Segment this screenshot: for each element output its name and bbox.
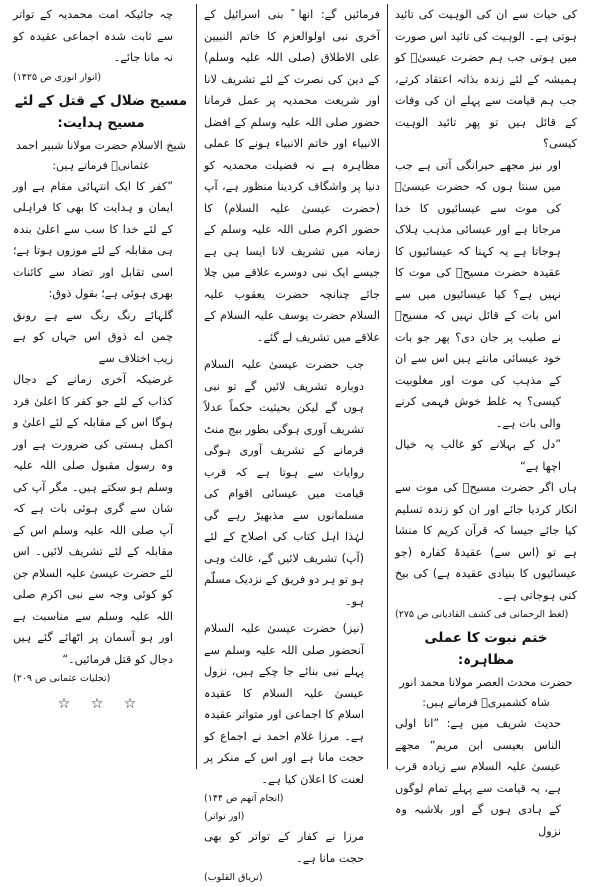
paragraph: ”کفر کا ایک انتہائی مقام ہے اور ایمان و ہدایت کا بھی کا فراہلی کے لئے خدا کا سب سے اعلیٰ بندہ ہی مقابلہ کے لئے موزوں ہوتا ہے؛ اسی تقابل اور تضاد سے کائنات بھری ہوئی ہے؛ بقول ذوق: (13, 179, 173, 300)
paragraph: غرضیکہ آخری زمانے کے دجال کذاب کے لئے جو کفر کا اعلیٰ فرد ہوگا اس کے مقابلہ کے لئے اعلیٰ و اکمل ہستی کی ضرورت ہے اور وہ رسول مقبول صلی اللہ علیہ وسلم ہو سکتے ہیں۔ مگر آپ کی شان سے گری ہوئی بات ہے کہ آپ صلی اللہ علیہ وسلم اس کے مقابلہ کے لئے تشریف لائیں۔ اس لئے حضرت عیسیٰ علیہ السلام جن کو کوئی وجہ سے نبی اکرم صلی اللہ علیہ وسلم سے مناسبت ہے اور ہو آسمان پر اٹھائے گئے ہیں دجال کو قتل فرمائیں۔“ (13, 373, 173, 666)
quoted-verse: ”دل کے بہلانے کو غالب یہ خیال اچھا ہے“ (395, 438, 561, 473)
paragraph: چہ جائیکہ امت محمدیہ کے تواتر سے ثابت شدہ اجماعی عقیدہ کو نہ مانا جائے۔ (13, 8, 173, 64)
citation: (انجام آتھم ص ۱۴۴) (204, 793, 284, 804)
citation: (تریاق القلوب) (204, 872, 263, 883)
paragraph: کی حیات سے ان کی الوہیت کی تائید ہوتی ہے۔ الوہیت کی تائید اس صورت میں ہوتی جب ہم حضرت عیسیٰؑ کو ہمیشہ کے لئے زندہ بذاتہ اعتقاد کرتے، جب ہم قیامت سے پہلے ان کی وفات کے قائل ہیں تو پھر تائید الوہیت کیسی؟ (395, 8, 577, 150)
byline: شیخ الاسلام حضرت مولانا شبیر احمد عثمانیؒ فرماتے ہیں: (16, 138, 186, 172)
paragraph: ہاں اگر حضرت مسیحؑ کی موت سے انکار کردیا جائے اور ان کو زندہ تسلیم کیا جائے جیسا کہ قرآن کریم کا منشا ہے تو (اس سے) عقیدۂ کفارہ (جو عیسائیوں کا بنیادی عقیدہ ہے) کی بیخ کنی ہوجاتی ہے۔ (395, 481, 577, 602)
paragraph: اور نیز مجھے حیرانگی آتی ہے جب میں سنتا ہوں کہ حضرت عیسیٰؑ کی موت سے عیسائیوں کا خدا مرجاتا ہے اور عیسائی مذہب ہلاک ہوجاتا ہے یہ کہنا کہ عیسائیوں کا عقیدہ حضرت مسیحؑ کی موت کا نہیں ہے؟ کیا عیسائیوں میں سے اس بات کے قائل نہیں کہ مسیحؑ نے صلیب پر جان دی؟ پھر جو بات خود عیسائی مانتے ہیں اس سے ان کے مذہب کی موت اور مغلوبیت کیسی؟ یہ غلط خوش فہمی کرنے والی بات ہے۔ (395, 158, 561, 430)
citation: (لغط الرحمانی فی کشف القادیانی ص ۲۷۵) (395, 609, 569, 620)
paragraph: (نیز) حضرت عیسیٰ علیہ السلام آنحضور صلی اللہ علیہ وسلم سے پہلے نبی بنائے جا چکے ہیں، نزول عیسیٰ علیہ السلام کا عقیدہ اسلام کا اجماعی اور متواتر عقیدہ ہے۔ مرزا غلام احمد نے اجماع کو حجت مانا ہے اور اس کے منکر پر لعنت کا اعلان کیا ہے۔ (204, 622, 364, 786)
column-middle (196, 4, 388, 883)
paragraph: مرزا نے کفار کے تواتر کو بھی حجت مانا ہے۔ (204, 830, 364, 865)
paragraph: فرمائیں گے: انھا ً بنی اسرائیل کے آخری نبی اولوالعزم کا خاتم النبیین علی الاطلاق (صلی اللہ علیہ وسلم) کے دین کی نصرت کے لئے تشریف لانا اور شریعت محمدیہ پر عمل فرمانا حضور صلی اللہ علیہ وسلم کے افضل الانبیاء اور خاتم الانبیاء ہونے کا عملی مظاہرہ ہے نہ فضیلت محمدیہ کو دنیا پر واشگاف کردینا منظور ہے، آپ (حضرت عیسیٰ علیہ السلام) کا حضور اکرم صلی اللہ علیہ وسلم کے زمانہ میں تشریف لانا ایسا ہی ہے جیسے ایک نبی دوسرے علاقے میں چلا جائے چنانچہ حضرت یعقوب علیہ السلام حضرت یوسف علیہ السلام کے علاقے میں تشریف لے گئے۔ (204, 8, 380, 344)
paragraph: جب حضرت عیسیٰ علیہ السلام دوبارہ تشریف لائیں گے تو نبی ہوں گے لیکن بحیثیت حکماً عدلاً تشریف آوری ہوگی بطور بیج منٹ فرمانے کے تشریف آوری ہوگی روایات سے ہوتا ہے کہ قرب قیامت میں عیسائی اقوام کی مسلمانوں سے مذبھیڑ رہے گی لہٰذا اہل کتاب کی اصلاح کے لئے (آپ) تشریف لائیں گے، غالث وہی ہو تو ہر دو فریق کے نزدیک مسلّم ہو۔ (204, 358, 364, 608)
paragraph: حدیث شریف میں ہے: ”انا اولی الناس بعیسی ابن مریم“ مجھے عیسیٰ علیہ السلام سے زیادہ قرب ہے، یہ قیامت سے پہلے تمام لوگوں کے ہادی ہوں گے اور بلاشبہ وہ نزول (395, 717, 561, 838)
star-ornament: ☆ ☆ ☆ (57, 696, 145, 712)
citation: (اور تواتر) (204, 811, 245, 822)
citation: (تجلیات عثمانی ص ۲۰۹) (13, 673, 111, 684)
quoted-verse: گلہائے رنگ رنگ سے ہے رونق چمن اے ذوق اس جہاں کو ہے زیب اختلاف سے (13, 308, 173, 365)
column-left (6, 4, 196, 769)
section-heading: مسیح ضلال کے قتل کے لئے مسیح ہدایت: (14, 92, 188, 131)
byline: حضرت محدث العصر مولانا محمد انور شاہ کشمیریؒ فرماتے ہیں: (399, 676, 573, 709)
citation: (انوار انوری ص ۱۴۲۵) (13, 71, 102, 83)
column-right (388, 4, 584, 838)
section-heading: ختم نبوت کا عملی مظاہرہ: (424, 630, 548, 668)
